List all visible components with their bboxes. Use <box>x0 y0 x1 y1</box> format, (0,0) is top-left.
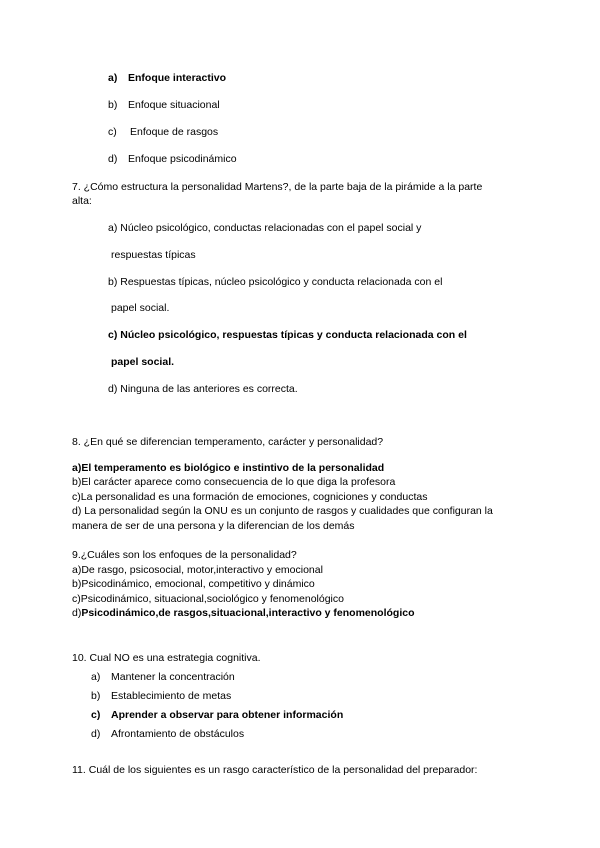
q9-option-c: c)Psicodinámico, situacional,sociológico y fenomenológico <box>72 593 344 605</box>
option-marker: d) <box>91 728 101 740</box>
q10-option-c <box>91 709 343 722</box>
q6-option-a <box>108 72 226 85</box>
q7-question: 7. ¿Cómo estructura la personalidad Martens?, de la parte baja de la pirámide a la parte <box>72 181 483 193</box>
q10-option-a <box>91 671 235 684</box>
option-text: Enfoque de rasgos <box>130 126 219 138</box>
q7-option-c: c) Núcleo psicológico, respuestas típicas y conducta relacionada con el <box>108 329 467 341</box>
q7-option-d: d) Ninguna de las anteriores es correcta. <box>108 383 298 395</box>
q6-option-b <box>108 99 220 112</box>
option-marker: c) <box>91 709 101 721</box>
option-marker: d) <box>108 153 118 165</box>
q7-option-b-cont: papel social. <box>111 302 170 314</box>
q10-question: 10. Cual NO es una estrategia cognitiva. <box>72 652 261 664</box>
q10-option-d <box>91 728 244 741</box>
option-text: Aprender a observar para obtener información <box>111 709 344 721</box>
q8-option-a: a)El temperamento es biológico e instintivo de la personalidad <box>72 462 385 474</box>
q6-option-d <box>108 153 237 166</box>
q6-option-c <box>108 126 218 139</box>
option-text: Psicodinámico,de rasgos,situacional,interactivo y fenomenológico <box>81 607 415 619</box>
q9-option-a: a)De rasgo, psicosocial, motor,interactivo y emocional <box>72 564 323 576</box>
option-text: Enfoque interactivo <box>128 72 227 84</box>
q7-question-cont: alta: <box>72 195 92 207</box>
q8-option-d: d) La personalidad según la ONU es un conjunto de rasgos y cualidades que configuran la <box>72 505 493 517</box>
option-marker: c) <box>108 126 117 138</box>
option-marker: d) <box>72 607 82 619</box>
q9-option-b: b)Psicodinámico, emocional, competitivo y dinámico <box>72 578 315 590</box>
option-marker: b) <box>91 690 101 702</box>
q7-option-a: a) Núcleo psicológico, conductas relacionadas con el papel social y <box>108 222 422 234</box>
option-text: Establecimiento de metas <box>111 690 232 702</box>
q8-option-c: c)La personalidad es una formación de emociones, cogniciones y conductas <box>72 491 428 503</box>
option-text: Enfoque situacional <box>128 99 220 111</box>
option-text: Afrontamiento de obstáculos <box>111 728 245 740</box>
option-marker: b) <box>108 99 118 111</box>
option-text: Enfoque psicodinámico <box>128 153 237 165</box>
q7-option-b: b) Respuestas típicas, núcleo psicológico y conducta relacionada con el <box>108 276 443 288</box>
q7-option-c-cont: papel social. <box>111 356 175 368</box>
q9-option-d <box>72 607 415 620</box>
q11-question: 11. Cuál de los siguientes es un rasgo característico de la personalidad del preparador: <box>72 764 478 776</box>
q8-option-b: b)El carácter aparece como consecuencia de lo que diga la profesora <box>72 476 396 488</box>
q8-question: 8. ¿En qué se diferencian temperamento, carácter y personalidad? <box>72 436 384 448</box>
option-text: Mantener la concentración <box>111 671 235 683</box>
q9-question: 9.¿Cuáles son los enfoques de la personalidad? <box>72 549 297 561</box>
q7-option-a-cont: respuestas típicas <box>111 249 196 261</box>
q8-option-d-cont: manera de ser de una persona y la diferencian de los demás <box>72 520 355 532</box>
option-marker: a) <box>108 72 118 84</box>
option-marker: a) <box>91 671 101 683</box>
q10-option-b <box>91 690 231 703</box>
